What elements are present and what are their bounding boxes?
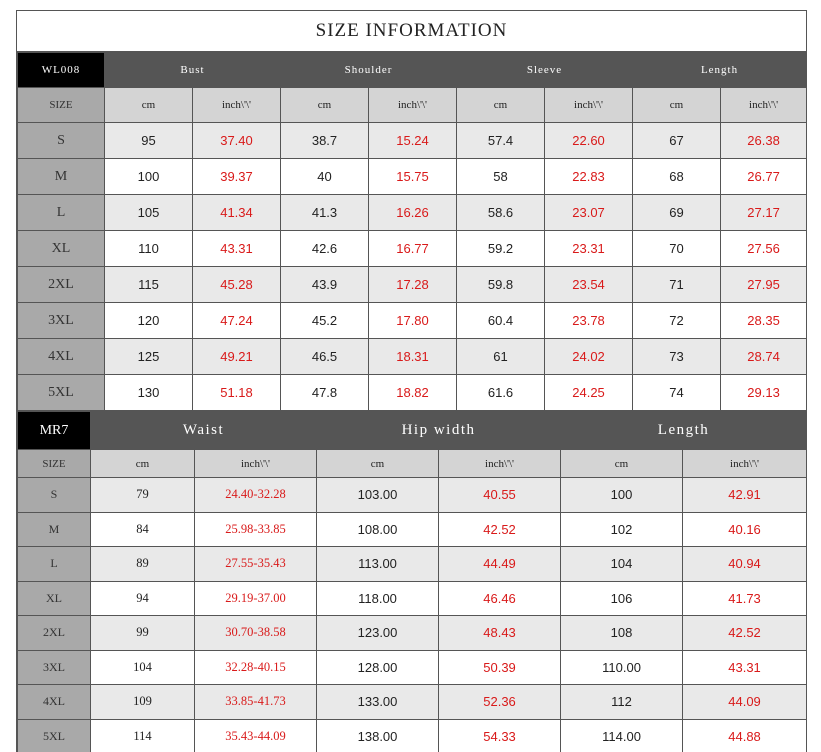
cm-value: 103.00 — [317, 478, 439, 513]
inch-value: 28.35 — [721, 303, 807, 339]
cm-value: 58 — [457, 159, 545, 195]
unit-cm: cm — [281, 88, 369, 123]
cm-value: 73 — [633, 339, 721, 375]
inch-value: 33.85-41.73 — [195, 685, 317, 720]
inch-value: 23.78 — [545, 303, 633, 339]
product-code: WL008 — [18, 53, 105, 88]
group-header-hip-width: Hip width — [317, 412, 561, 450]
inch-value: 17.28 — [369, 267, 457, 303]
inch-value: 16.77 — [369, 231, 457, 267]
size-label: L — [18, 547, 91, 582]
cm-value: 105 — [105, 195, 193, 231]
unit-inch: inch\'\' — [439, 450, 561, 478]
cm-value: 109 — [91, 685, 195, 720]
table-row — [18, 547, 807, 582]
cm-value: 125 — [105, 339, 193, 375]
inch-value: 27.55-35.43 — [195, 547, 317, 582]
cm-value: 118.00 — [317, 581, 439, 616]
size-chart — [16, 10, 807, 752]
cm-value: 40 — [281, 159, 369, 195]
cm-value: 108.00 — [317, 512, 439, 547]
cm-value: 43.9 — [281, 267, 369, 303]
group-header-sleeve: Sleeve — [457, 53, 633, 88]
cm-value: 128.00 — [317, 650, 439, 685]
inch-value: 40.94 — [683, 547, 807, 582]
inch-value: 17.80 — [369, 303, 457, 339]
unit-cm: cm — [105, 88, 193, 123]
inch-value: 23.54 — [545, 267, 633, 303]
cm-value: 100 — [561, 478, 683, 513]
unit-inch: inch\'\' — [369, 88, 457, 123]
unit-cm: cm — [317, 450, 439, 478]
size-label: L — [18, 195, 105, 231]
inch-value: 25.98-33.85 — [195, 512, 317, 547]
inch-value: 15.75 — [369, 159, 457, 195]
unit-inch: inch\'\' — [195, 450, 317, 478]
cm-value: 74 — [633, 375, 721, 411]
inch-value: 42.91 — [683, 478, 807, 513]
table-row — [18, 339, 807, 375]
cm-value: 110 — [105, 231, 193, 267]
inch-value: 27.17 — [721, 195, 807, 231]
cm-value: 57.4 — [457, 123, 545, 159]
cm-value: 69 — [633, 195, 721, 231]
cm-value: 38.7 — [281, 123, 369, 159]
cm-value: 71 — [633, 267, 721, 303]
cm-value: 100 — [105, 159, 193, 195]
table-row — [18, 159, 807, 195]
cm-value: 59.8 — [457, 267, 545, 303]
cm-value: 133.00 — [317, 685, 439, 720]
cm-value: 104 — [91, 650, 195, 685]
inch-value: 52.36 — [439, 685, 561, 720]
size-label: M — [18, 512, 91, 547]
inch-value: 49.21 — [193, 339, 281, 375]
table-row — [18, 719, 807, 752]
inch-value: 48.43 — [439, 616, 561, 651]
size-label: 2XL — [18, 616, 91, 651]
inch-value: 26.38 — [721, 123, 807, 159]
inch-value: 28.74 — [721, 339, 807, 375]
size-label: S — [18, 478, 91, 513]
cm-value: 110.00 — [561, 650, 683, 685]
unit-header-row — [18, 88, 807, 123]
inch-value: 15.24 — [369, 123, 457, 159]
inch-value: 22.83 — [545, 159, 633, 195]
inch-value: 29.19-37.00 — [195, 581, 317, 616]
unit-inch: inch\'\' — [721, 88, 807, 123]
inch-value: 41.34 — [193, 195, 281, 231]
size-column-header: SIZE — [18, 88, 105, 123]
table-row — [18, 267, 807, 303]
inch-value: 50.39 — [439, 650, 561, 685]
cm-value: 94 — [91, 581, 195, 616]
cm-value: 46.5 — [281, 339, 369, 375]
inch-value: 27.95 — [721, 267, 807, 303]
unit-header-row — [18, 450, 807, 478]
unit-inch: inch\'\' — [545, 88, 633, 123]
inch-value: 39.37 — [193, 159, 281, 195]
inch-value: 54.33 — [439, 719, 561, 752]
group-header-length: Length — [561, 412, 807, 450]
size-label: 2XL — [18, 267, 105, 303]
inch-value: 40.55 — [439, 478, 561, 513]
inch-value: 24.25 — [545, 375, 633, 411]
cm-value: 45.2 — [281, 303, 369, 339]
cm-value: 61.6 — [457, 375, 545, 411]
cm-value: 70 — [633, 231, 721, 267]
group-header-bust: Bust — [105, 53, 281, 88]
table-row — [18, 123, 807, 159]
inch-value: 26.77 — [721, 159, 807, 195]
inch-value: 45.28 — [193, 267, 281, 303]
unit-inch: inch\'\' — [683, 450, 807, 478]
bottom-size-table — [17, 411, 807, 752]
chart-title: SIZE INFORMATION — [17, 11, 806, 52]
size-label: XL — [18, 231, 105, 267]
inch-value: 24.40-32.28 — [195, 478, 317, 513]
cm-value: 84 — [91, 512, 195, 547]
size-label: 3XL — [18, 650, 91, 685]
inch-value: 22.60 — [545, 123, 633, 159]
size-column-header: SIZE — [18, 450, 91, 478]
inch-value: 18.82 — [369, 375, 457, 411]
inch-value: 29.13 — [721, 375, 807, 411]
cm-value: 59.2 — [457, 231, 545, 267]
cm-value: 72 — [633, 303, 721, 339]
inch-value: 42.52 — [439, 512, 561, 547]
cm-value: 99 — [91, 616, 195, 651]
size-label: 5XL — [18, 719, 91, 752]
cm-value: 79 — [91, 478, 195, 513]
cm-value: 113.00 — [317, 547, 439, 582]
table-row — [18, 650, 807, 685]
inch-value: 43.31 — [193, 231, 281, 267]
inch-value: 23.31 — [545, 231, 633, 267]
cm-value: 89 — [91, 547, 195, 582]
cm-value: 114.00 — [561, 719, 683, 752]
cm-value: 68 — [633, 159, 721, 195]
cm-value: 123.00 — [317, 616, 439, 651]
inch-value: 27.56 — [721, 231, 807, 267]
cm-value: 41.3 — [281, 195, 369, 231]
inch-value: 16.26 — [369, 195, 457, 231]
table-row — [18, 616, 807, 651]
table-row — [18, 375, 807, 411]
cm-value: 120 — [105, 303, 193, 339]
cm-value: 42.6 — [281, 231, 369, 267]
table-row — [18, 478, 807, 513]
cm-value: 102 — [561, 512, 683, 547]
group-header-row — [18, 412, 807, 450]
group-header-waist: Waist — [91, 412, 317, 450]
table-row — [18, 195, 807, 231]
group-header-row — [18, 53, 807, 88]
cm-value: 47.8 — [281, 375, 369, 411]
cm-value: 67 — [633, 123, 721, 159]
cm-value: 106 — [561, 581, 683, 616]
inch-value: 40.16 — [683, 512, 807, 547]
size-label: S — [18, 123, 105, 159]
table-row — [18, 231, 807, 267]
cm-value: 95 — [105, 123, 193, 159]
bottom-size-rows — [18, 478, 807, 752]
cm-value: 58.6 — [457, 195, 545, 231]
unit-cm: cm — [457, 88, 545, 123]
inch-value: 35.43-44.09 — [195, 719, 317, 752]
size-label: XL — [18, 581, 91, 616]
inch-value: 43.31 — [683, 650, 807, 685]
cm-value: 115 — [105, 267, 193, 303]
group-header-length: Length — [633, 53, 807, 88]
cm-value: 112 — [561, 685, 683, 720]
cm-value: 61 — [457, 339, 545, 375]
cm-value: 104 — [561, 547, 683, 582]
inch-value: 23.07 — [545, 195, 633, 231]
inch-value: 24.02 — [545, 339, 633, 375]
top-size-rows — [18, 123, 807, 411]
cm-value: 114 — [91, 719, 195, 752]
inch-value: 42.52 — [683, 616, 807, 651]
cm-value: 60.4 — [457, 303, 545, 339]
inch-value: 47.24 — [193, 303, 281, 339]
inch-value: 44.88 — [683, 719, 807, 752]
cm-value: 130 — [105, 375, 193, 411]
size-label: 4XL — [18, 685, 91, 720]
unit-cm: cm — [633, 88, 721, 123]
inch-value: 37.40 — [193, 123, 281, 159]
size-label: M — [18, 159, 105, 195]
cm-value: 138.00 — [317, 719, 439, 752]
table-row — [18, 581, 807, 616]
table-row — [18, 685, 807, 720]
table-row — [18, 512, 807, 547]
inch-value: 32.28-40.15 — [195, 650, 317, 685]
inch-value: 44.09 — [683, 685, 807, 720]
unit-cm: cm — [561, 450, 683, 478]
unit-cm: cm — [91, 450, 195, 478]
inch-value: 51.18 — [193, 375, 281, 411]
inch-value: 46.46 — [439, 581, 561, 616]
product-code: MR7 — [18, 412, 91, 450]
inch-value: 44.49 — [439, 547, 561, 582]
top-size-table — [17, 52, 807, 411]
size-label: 3XL — [18, 303, 105, 339]
size-label: 5XL — [18, 375, 105, 411]
unit-inch: inch\'\' — [193, 88, 281, 123]
group-header-shoulder: Shoulder — [281, 53, 457, 88]
inch-value: 30.70-38.58 — [195, 616, 317, 651]
cm-value: 108 — [561, 616, 683, 651]
table-row — [18, 303, 807, 339]
inch-value: 18.31 — [369, 339, 457, 375]
size-label: 4XL — [18, 339, 105, 375]
inch-value: 41.73 — [683, 581, 807, 616]
